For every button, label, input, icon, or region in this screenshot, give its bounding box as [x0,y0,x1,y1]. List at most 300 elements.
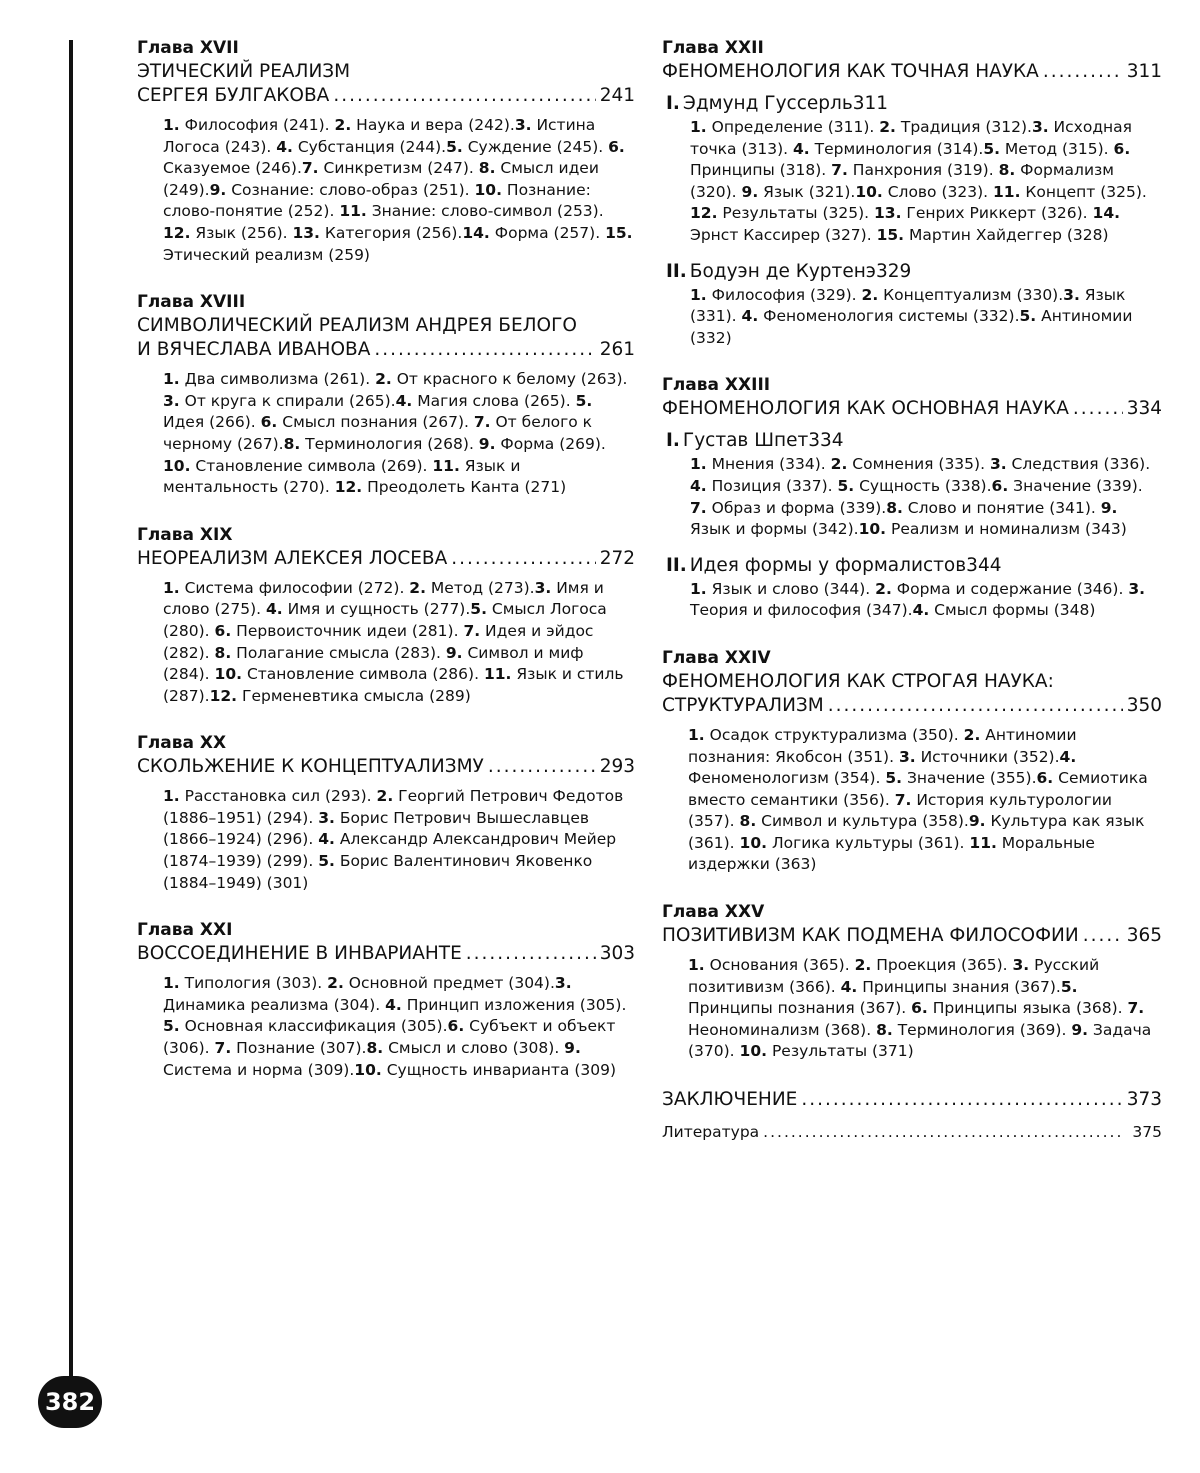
page-ref: 375 [1132,1123,1162,1142]
section-number: 1. [163,578,180,597]
section-title: Философия (329). [706,285,862,304]
leader-dots [801,1087,1122,1113]
section-number: 11. [969,833,997,852]
section-title: Смысл формы (348) [929,601,1096,620]
section-title: Задача (370). [688,1020,1152,1061]
section-title: Становление символа (269). [190,456,433,475]
page-ref: 373 [1126,1089,1162,1111]
section-title: Результаты (371) [767,1042,914,1061]
section-title: Концептуализм (330). [878,285,1064,304]
section-title: Моральные издержки (363) [688,833,1095,874]
section-title: Основной предмет (304). [343,974,555,993]
leader-dots [763,1119,1124,1145]
section-title: Принципы знания (367). [857,977,1061,996]
chapter-title-line-with-page [137,547,635,571]
section-number: 10. [858,520,887,539]
subsection-heading [666,553,1162,579]
page-ref: 334 [808,430,844,452]
section-number: 5. [318,852,335,871]
chapter-title-line: СТРУКТУРАЛИЗМ [662,694,824,716]
chapter-title-line-with-page [662,924,1162,948]
section-title: Теория и философия (347). [690,601,913,620]
section-title: Смысл идеи (249). [163,159,599,199]
section-number: 7. [831,161,848,180]
chapter-title [137,60,635,108]
section-title: Типология (303). [179,974,328,993]
section-title: Принцип изложения (305). [401,995,627,1014]
page-number-badge: 382 [38,1376,102,1428]
toc-left-column [137,36,635,1105]
section-number: 6. [1036,769,1054,788]
page-ref: 334 [1126,398,1162,420]
section-title: Язык (256). [190,223,293,242]
section-number: 3. [1031,118,1049,136]
section-number: 4. [385,995,402,1014]
section-title: Принципы познания (367). [688,999,912,1018]
section-number: 7. [1127,999,1145,1018]
section-number: 5. [470,600,487,619]
section-title: Георгий Петрович Федотов (1886–1951) (294). [163,787,624,827]
section-number: 7. [214,1039,232,1058]
section-number: 4. [318,830,335,849]
section-number: 9. [564,1039,581,1058]
chapter-title-line-with-page [137,84,635,108]
section-title: Язык и слово (344). [706,579,876,598]
section-title: Мнения (334). [706,455,831,474]
subsection-husserl [662,91,1162,247]
page-ref: 350 [1126,694,1162,716]
subsection-title: Идея формы у формалистов [689,554,967,576]
roman-numeral: II. [666,554,687,576]
section-number: 6. [260,413,278,432]
section-number: 2. [854,956,872,975]
section-list [690,117,1162,247]
section-title: Сущность (338). [854,476,992,495]
section-title: Смысл Логоса (280). [163,600,607,640]
section-title: Неономинализм (368). [688,1020,877,1039]
section-title: Результаты (325). [717,204,874,223]
section-title: Смысл и слово (308). [383,1039,565,1058]
section-title: Расстановка сил (293). [179,787,377,806]
chapter-title-line: ПОЗИТИВИЗМ КАК ПОДМЕНА ФИЛОСОФИИ [662,925,1079,947]
section-number: 10. [354,1060,382,1079]
chapter-title [662,670,1162,718]
page-ref: 329 [875,260,912,282]
section-title: Феноменология системы (332). [758,307,1020,326]
section-title: Познание (307). [231,1039,367,1058]
section-number: 8. [366,1039,384,1058]
section-number: 1. [163,974,180,993]
chapter-title [137,755,635,779]
chapter-title [662,60,1162,84]
section-number: 2. [334,116,352,134]
section-number: 5. [837,476,855,495]
section-title: Имя и слово (275). [163,578,604,619]
section-title: Борис Валентинович Яковенко (1884–1949) (301) [163,852,593,892]
section-title: Форма (269). [495,434,606,453]
chapter-label: Глава XXII [662,38,764,58]
section-number: 4. [1059,747,1077,766]
chapter-19 [137,523,635,708]
section-title: Философия (241). [179,116,335,134]
section-title: Система и норма (309). [163,1060,355,1079]
section-number: 2. [409,578,426,597]
section-number: 15. [876,225,905,244]
section-title: Образ и форма (339). [706,498,887,517]
page-ref: 272 [599,547,635,569]
section-title: Генрих Риккерт (326). [901,204,1093,223]
chapter-title [137,547,635,571]
section-number: 8. [998,161,1016,180]
section-number: 4. [912,601,930,620]
section-number: 13. [874,204,902,223]
section-title: Осадок структурализма (350). [704,725,964,744]
section-number: 10. [474,180,502,199]
section-list [163,115,635,266]
section-number: 4. [266,600,283,619]
section-list [688,955,1162,1063]
leader-dots [828,694,1123,718]
section-title: Два символизма (261). [179,370,376,389]
section-number: 5. [1019,307,1037,326]
section-list [690,454,1162,540]
section-title: Преодолеть Канта (271) [362,478,567,497]
section-list [163,369,635,499]
section-title: Формализм (320). [690,161,1114,201]
section-number: 2. [327,974,344,993]
subsection-formalists [662,553,1162,622]
chapter-25 [662,900,1162,1063]
section-title: Идея и эйдос (282). [163,621,594,662]
section-title: Язык и ментальность (270). [163,456,521,497]
section-number: 7. [894,790,912,809]
section-number: 3. [554,974,572,993]
section-number: 2. [879,118,896,136]
chapter-title-line-with-page [137,942,635,966]
page-ref: 365 [1126,925,1162,947]
section-number: 1. [688,956,705,975]
section-title: Язык (331). [690,285,1126,326]
section-list [163,786,635,894]
section-number: 9. [1100,498,1118,517]
section-number: 8. [283,434,301,453]
chapter-title-line: ЭТИЧЕСКИЙ РЕАЛИЗМ [137,61,351,82]
section-title: История культурологии (357). [688,790,1112,831]
section-number: 6. [1113,139,1131,158]
section-number: 8. [214,643,232,662]
chapter-label: Глава XXIV [662,647,771,668]
section-number: 2. [830,455,848,474]
chapter-title-line: ФЕНОМЕНОЛОГИЯ КАК ТОЧНАЯ НАУКА [662,61,1039,82]
section-title: Магия слова (265). [412,391,576,410]
section-title: Традиция (312). [895,118,1032,136]
section-number: 4. [741,307,759,326]
section-title: Следствия (336). [1006,455,1151,474]
chapter-title-line: И ВЯЧЕСЛАВА ИВАНОВА [137,339,371,361]
section-list [688,725,1162,876]
page-ref: 344 [966,554,1002,576]
leader-dots [488,755,596,779]
section-number: 5. [885,769,903,788]
section-title: Субъект и объект (306). [163,1017,616,1058]
section-number: 11. [432,456,460,475]
section-number: 1. [690,285,707,304]
section-title: Познание: слово-понятие (252). [163,180,591,221]
section-title: Истина Логоса (243). [163,116,596,156]
section-title: Язык и формы (342). [690,520,859,539]
section-number: 7. [301,159,319,178]
section-number: 6. [911,999,928,1018]
chapter-18 [137,290,635,499]
section-title: Форма и содержание (346). [891,579,1129,598]
section-title: Борис Петрович Вышеславцев (1866–1924) (296). [163,808,590,849]
section-number: 3. [163,391,180,410]
section-number: 6. [991,476,1009,495]
section-number: 3. [1012,956,1030,975]
margin-rule [69,40,73,1400]
section-number: 10. [214,665,243,684]
chapter-17 [137,36,635,266]
section-title: Логика культуры (361). [767,833,970,852]
section-number: 3. [898,747,916,766]
literature-entry [662,1119,1162,1145]
section-title: Полагание смысла (283). [231,643,446,662]
section-title: Категория (256). [319,223,463,242]
chapter-label: Глава XIX [137,524,233,545]
chapter-label: Глава XXV [662,902,765,923]
section-number: 6. [447,1017,465,1036]
subsection-heading [666,428,1162,454]
section-number: 14. [462,223,490,242]
section-number: 8. [739,812,757,831]
section-number: 9. [1071,1020,1088,1039]
section-number: 1. [688,725,705,744]
section-number: 5. [575,391,593,410]
section-title: Эрнст Кассирер (327). [690,225,877,244]
section-number: 1. [690,118,707,136]
section-number: 3. [1128,579,1146,598]
leader-dots [1043,60,1123,84]
subsection-heading [666,259,1162,285]
section-title: Панхрония (319). [847,161,999,180]
section-number: 9. [741,182,759,201]
section-number: 3. [1063,285,1080,304]
section-number: 14. [1092,204,1121,223]
section-number: 2. [861,285,879,304]
chapter-title-line-with-page [137,338,635,362]
section-number: 1. [690,579,707,598]
chapter-title [137,942,635,966]
section-number: 11. [483,665,512,684]
section-title: Герменевтика смысла (289) [237,686,471,705]
section-number: 15. [605,223,633,242]
section-title: Мартин Хайдеггер (328) [904,225,1109,244]
section-title: Позиция (337). [706,476,838,495]
subsection-title: Густав Шпет [682,430,809,452]
section-number: 8. [478,159,496,178]
toc-right-column [662,36,1162,1145]
section-title: От красного к белому (263). [391,370,628,389]
section-number: 4. [690,476,707,495]
leader-dots [1083,924,1123,948]
section-title: Основания (365). [704,956,855,975]
section-title: Принципы (318). [690,161,832,180]
section-title: Имя и сущность (277). [282,600,471,619]
chapter-title-line: СКОЛЬЖЕНИЕ К КОНЦЕПТУАЛИЗМУ [137,756,484,778]
chapter-title-line: СЕРГЕЯ БУЛГАКОВА [137,85,330,106]
chapter-title-line-with-page [662,60,1162,84]
section-number: 5. [1060,977,1078,996]
section-list [690,579,1162,622]
chapter-label: Глава XXI [137,920,233,941]
section-number: 3. [989,455,1007,474]
section-title: Сомнения (335). [847,455,990,474]
section-number: 8. [876,1020,893,1039]
section-title: Реализм и номинализм (343) [886,520,1127,539]
section-number: 11. [339,202,367,221]
section-title: Антиномии познания: Якобсон (351). [688,725,1077,766]
chapter-title-line: ВОССОЕДИНЕНИЕ В ИНВАРИАНТЕ [137,943,462,965]
section-title: Суждение (245). [462,137,609,156]
section-title: Метод (315). [1000,139,1114,158]
section-number: 5. [983,139,1000,158]
section-title: Александр Александрович Мейер (1874–1939) (299). [163,830,617,871]
section-number: 10. [739,833,768,852]
section-number: 4. [793,139,810,158]
section-number: 6. [608,137,625,156]
section-title: Знание: слово-символ (253). [366,202,604,221]
section-number: 5. [446,137,463,156]
chapter-23 [662,373,1162,622]
section-number: 2. [875,579,892,598]
section-number: 2. [375,370,392,389]
roman-numeral: I. [666,430,680,452]
conclusion-entry [662,1087,1162,1113]
section-title: Первоисточник идеи (281). [231,621,464,640]
section-list [163,973,635,1081]
section-title: Динамика реализма (304). [163,995,386,1014]
section-title: Значение (355). [902,769,1037,788]
section-list [690,285,1162,350]
section-number: 9. [445,643,463,662]
section-title: Синкретизм (247). [318,159,479,178]
leader-dots [451,547,595,571]
page-ref: 311 [852,93,889,114]
section-number: 12. [334,478,363,497]
conclusion-title: ЗАКЛЮЧЕНИЕ [662,1089,798,1111]
section-number: 4. [276,137,293,156]
section-number: 3. [514,116,532,134]
roman-numeral: I. [666,93,680,114]
chapter-24 [662,646,1162,876]
section-title: Становление символа (286). [242,665,484,684]
chapter-title-line: ФЕНОМЕНОЛОГИЯ КАК ОСНОВНАЯ НАУКА [662,398,1069,420]
section-title: Наука и вера (242). [351,116,515,134]
section-number: 3. [318,808,335,827]
section-title: Идея (266). [163,413,261,432]
chapter-title-line: СИМВОЛИЧЕСКИЙ РЕАЛИЗМ АНДРЕЯ БЕЛОГО [137,315,577,337]
section-number: 12. [209,686,238,705]
chapter-22 [662,36,1162,349]
section-title: Проекция (365). [871,956,1013,975]
section-title: Принципы языка (368). [927,999,1128,1018]
section-title: Источники (352). [915,747,1060,766]
section-title: Феноменологизм (354). [688,769,886,788]
section-number: 3. [534,578,552,597]
section-title: Символ и культура (358). [756,812,969,831]
section-title: Семиотика вместо семантики (356). [688,769,1148,809]
section-number: 2. [963,725,981,744]
chapter-21 [137,918,635,1081]
section-title: Субстанция (244). [292,137,447,156]
page-ref: 303 [599,943,635,965]
section-number: 1. [163,370,180,389]
section-title: Сказуемое (246). [163,159,302,178]
section-title: От круга к спирали (265). [179,391,396,410]
chapter-label: Глава XXIII [662,375,771,396]
section-title: Исходная точка (313). [690,118,1132,158]
subsection-title: Эдмунд Гуссерль [682,93,853,114]
section-number: 9. [209,180,227,199]
literature-title: Литература [662,1123,760,1142]
section-title: Концепт (325). [1020,182,1147,201]
section-title: Культура как язык (361). [688,812,1145,852]
subsection-title: Бодуэн де Куртенэ [689,260,876,282]
subsection-baudouin [662,259,1162,350]
chapter-title-line-with-page [662,694,1162,718]
section-title: Этический реализм (259) [163,245,370,264]
leader-dots [466,942,596,966]
section-title: Значение (339). [1008,476,1143,495]
section-number: 9. [968,812,986,831]
section-title: Терминология (268). [300,434,479,453]
section-number: 1. [163,787,180,806]
chapter-title-line-with-page [137,755,635,779]
section-title: Форма (257). [489,223,606,242]
section-title: Сущность инварианта (309) [381,1060,617,1079]
section-number: 7. [463,621,481,640]
section-list [163,578,635,708]
section-number: 9. [478,434,496,453]
section-title: От белого к черному (267). [163,413,593,453]
page-ref: 261 [599,339,635,361]
page-ref: 241 [599,85,635,106]
section-title: Терминология (314). [809,139,984,158]
section-title: Антиномии (332) [690,307,1133,347]
section-title: Символ и миф (284). [163,643,584,684]
chapter-title-line: НЕОРЕАЛИЗМ АЛЕКСЕЯ ЛОСЕВА [137,547,448,569]
section-number: 1. [163,116,180,134]
section-title: Определение (311). [706,118,880,136]
leader-dots [333,84,595,108]
section-number: 13. [292,223,320,242]
chapter-title [662,397,1162,421]
section-title: Русский позитивизм (366). [688,956,1100,996]
section-title: Язык и стиль (287). [163,665,624,705]
section-title: Система философии (272). [179,578,410,597]
section-title: Терминология (369). [892,1020,1072,1039]
subsection-heading [666,91,1162,117]
section-title: Слово и понятие (341). [902,498,1101,517]
section-number: 12. [163,223,191,242]
section-number: 1. [690,455,707,474]
roman-numeral: II. [666,260,687,282]
page-ref: 293 [599,756,635,778]
section-number: 7. [473,413,491,432]
chapter-label: Глава XVIII [137,292,246,313]
section-number: 10. [739,1042,768,1061]
section-number: 6. [214,621,232,640]
